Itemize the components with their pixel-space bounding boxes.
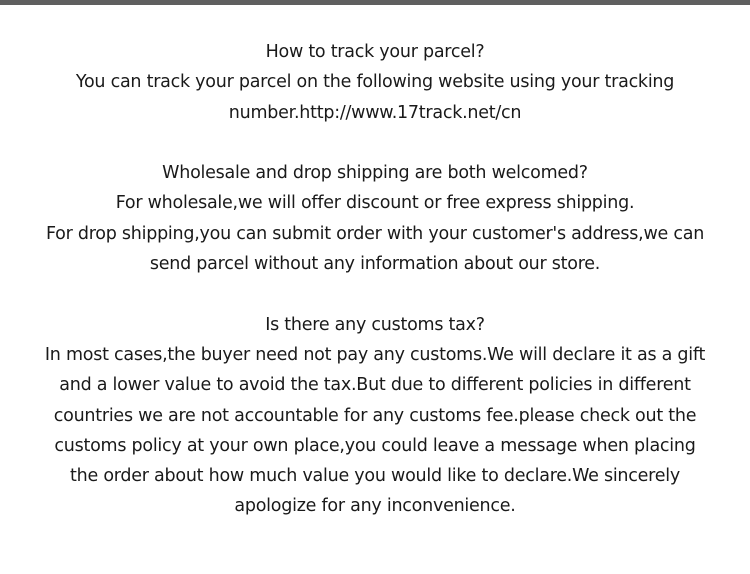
faq-section-customs <box>0 310 750 522</box>
faq-answer-line: For wholesale,we will offer discount or free express shipping. <box>115 193 635 214</box>
faq-answer-line: For drop shipping,you can submit order with your customer's address,we can <box>45 223 705 244</box>
faq-answer-line: send parcel without any information about our store. <box>149 254 601 275</box>
faq-answer-line: You can track your parcel on the following website using your tracking <box>75 72 675 93</box>
faq-answer-line: apologize for any inconvenience. <box>234 496 516 517</box>
faq-answer-line: the order about how much value you would like to declare.We sincerely <box>70 466 680 487</box>
faq-answer-line: In most cases,the buyer need not pay any customs.We will declare it as a gift <box>44 344 706 365</box>
faq-section-tracking <box>0 37 750 128</box>
faq-answer-line: customs policy at your own place,you could leave a message when placing <box>54 435 696 456</box>
faq-answer-line: number.http://www.17track.net/cn <box>228 102 522 123</box>
faq-section-wholesale <box>0 158 750 279</box>
faq-answer-line: countries we are not accountable for any customs fee.please check out the <box>53 405 697 426</box>
faq-answer-line: and a lower value to avoid the tax.But due to different policies in different <box>59 375 691 396</box>
top-border-bar <box>0 0 750 5</box>
faq-question-customs: Is there any customs tax? <box>265 314 485 335</box>
section-spacer <box>0 128 750 158</box>
faq-content <box>0 37 750 522</box>
faq-question-tracking: How to track your parcel? <box>265 42 485 62</box>
faq-question-wholesale: Wholesale and drop shipping are both welcomed? <box>162 163 588 184</box>
section-spacer <box>0 279 750 309</box>
